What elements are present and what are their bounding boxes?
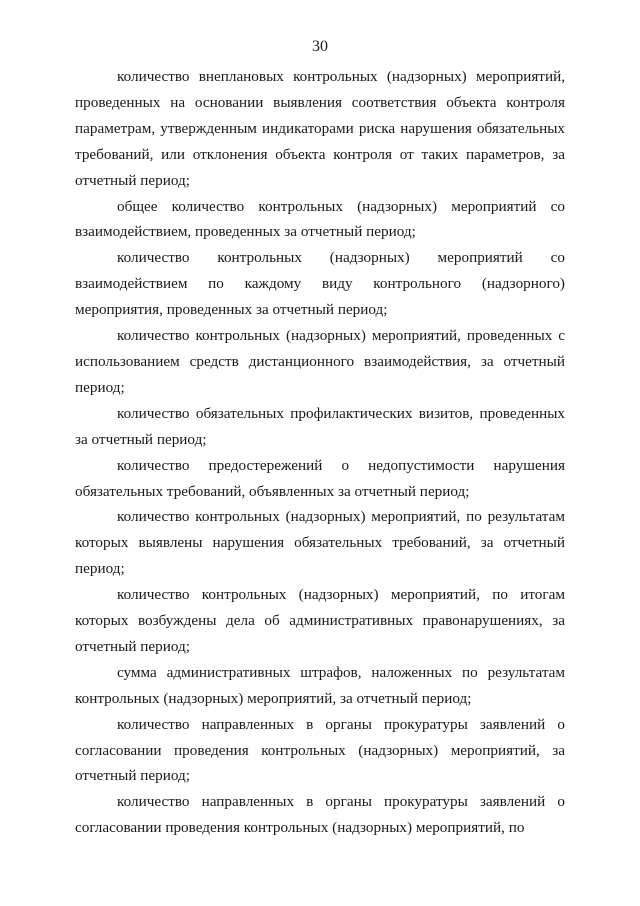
paragraph-4: количество контрольных (надзорных) мероприятий, проведенных с использованием средств дистанционного взаимодействия, за отчетный период; (75, 327, 565, 396)
paragraph-6: количество предостережений о недопустимости нарушения обязательных требований, объявленных за отчетный период; (75, 456, 565, 500)
paragraph-3: количество контрольных (надзорных) мероприятий со взаимодействием по каждому виду контрольного (надзорного) мероприятия, проведенных за отчетный период; (75, 249, 565, 319)
paragraph-1: количество внеплановых контрольных (надзорных) мероприятий, проведенных на основании выявления соответствия объекта контроля параметрам, утвержденным индикаторами риска нарушения обязательных требований, или отклонения объекта контроля от таких параметров, за отчетный период; (75, 68, 565, 189)
paragraph-8: количество контрольных (надзорных) мероприятий, по итогам которых возбуждены дела об административных правонарушениях, за отчетный период; (75, 586, 565, 655)
paragraph-5: количество обязательных профилактических визитов, проведенных за отчетный период; (75, 404, 565, 448)
page-number: 30 (312, 38, 328, 55)
paragraph-10: количество направленных в органы прокуратуры заявлений о согласовании проведения контрольных (надзорных) мероприятий, за отчетный период; (75, 715, 565, 785)
document-body (75, 64, 565, 841)
paragraph-2: общее количество контрольных (надзорных) мероприятий со взаимодействием, проведенных за отчетный период; (75, 197, 565, 241)
paragraph-7: количество контрольных (надзорных) мероприятий, по результатам которых выявлены нарушения обязательных требований, за отчетный период; (75, 508, 565, 578)
paragraph-11: количество направленных в органы прокуратуры заявлений о согласовании проведения контрольных (надзорных) мероприятий, по (75, 793, 565, 837)
paragraph-9: сумма административных штрафов, наложенных по результатам контрольных (надзорных) мероприятий, за отчетный период; (75, 663, 565, 707)
